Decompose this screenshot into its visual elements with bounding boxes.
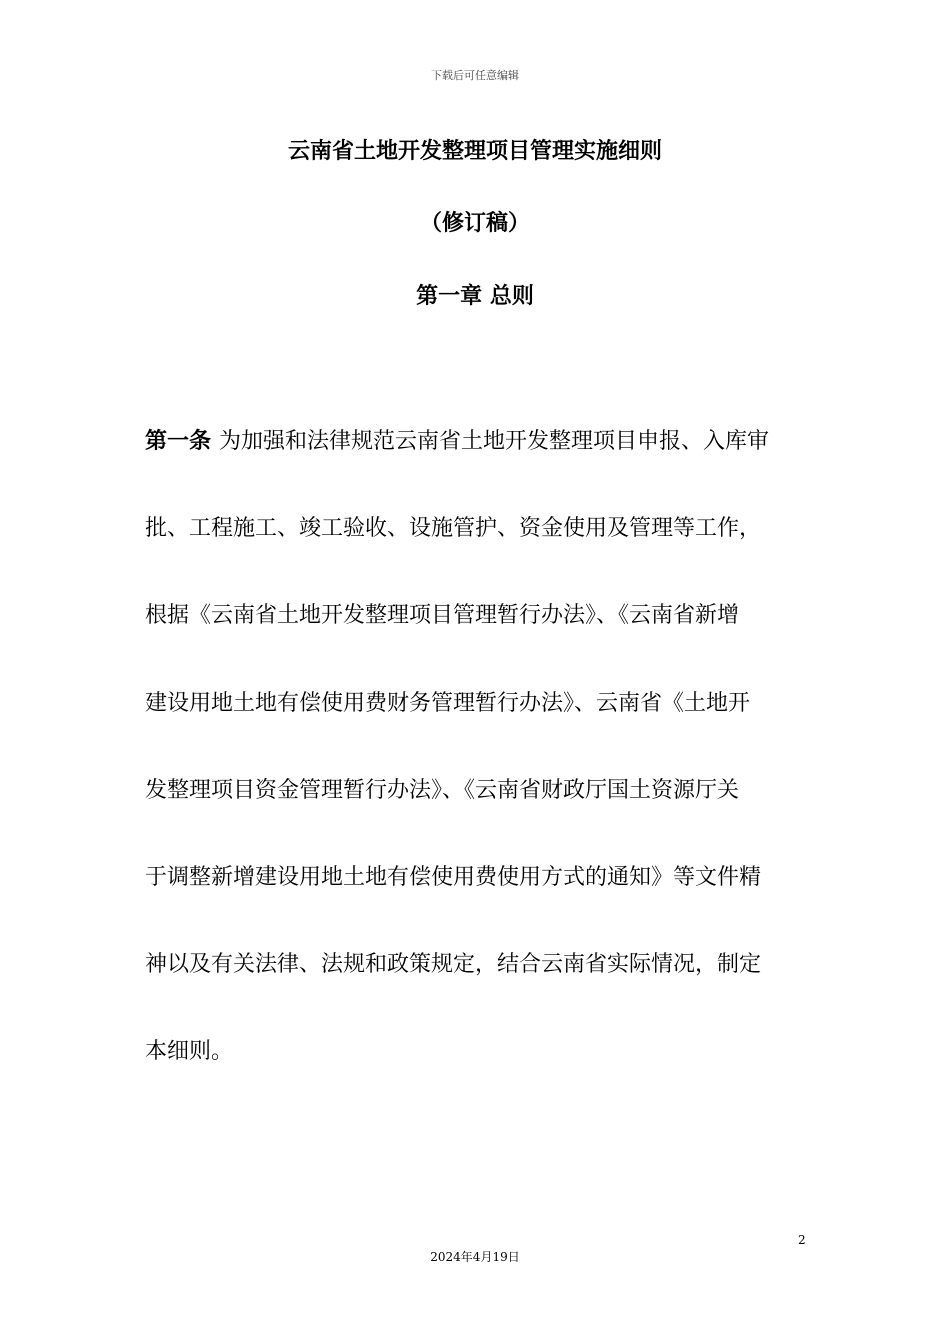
footer-date: 2024年4月19日 bbox=[430, 1250, 520, 1264]
document-subtitle: （修订稿） bbox=[419, 211, 530, 236]
article-line: 建设用地土地有偿使用费财务管理暂行办法》、云南省《土地开 bbox=[145, 690, 751, 716]
article-line: 批、工程施工、竣工验收、设施管护、资金使用及管理等工作， bbox=[145, 516, 762, 542]
article-line: 根据《云南省土地开发整理项目管理暂行办法》、《云南省新增 bbox=[145, 603, 740, 629]
article-line bbox=[145, 421, 807, 508]
article-line: 神以及有关法律、法规和政策规定，结合云南省实际情况，制定 bbox=[145, 952, 762, 978]
article-text: 为加强和法律规范云南省土地开发整理项目申报、入库审 bbox=[219, 429, 770, 454]
page-number: 2 bbox=[798, 1233, 806, 1247]
article-line: 于调整新增建设用地土地有偿使用费使用方式的通知》等文件精 bbox=[145, 864, 762, 890]
article-1 bbox=[145, 421, 807, 1119]
header-note: 下载后可任意编辑 bbox=[431, 69, 519, 82]
article-line: 本细则。 bbox=[145, 1039, 234, 1065]
chapter-heading: 第一章 总则 bbox=[416, 284, 534, 309]
document-title: 云南省土地开发整理项目管理实施细则 bbox=[287, 139, 662, 164]
article-label: 第一条 bbox=[145, 429, 212, 454]
article-line: 发整理项目资金管理暂行办法》、《云南省财政厅国土资源厅关 bbox=[145, 777, 740, 803]
